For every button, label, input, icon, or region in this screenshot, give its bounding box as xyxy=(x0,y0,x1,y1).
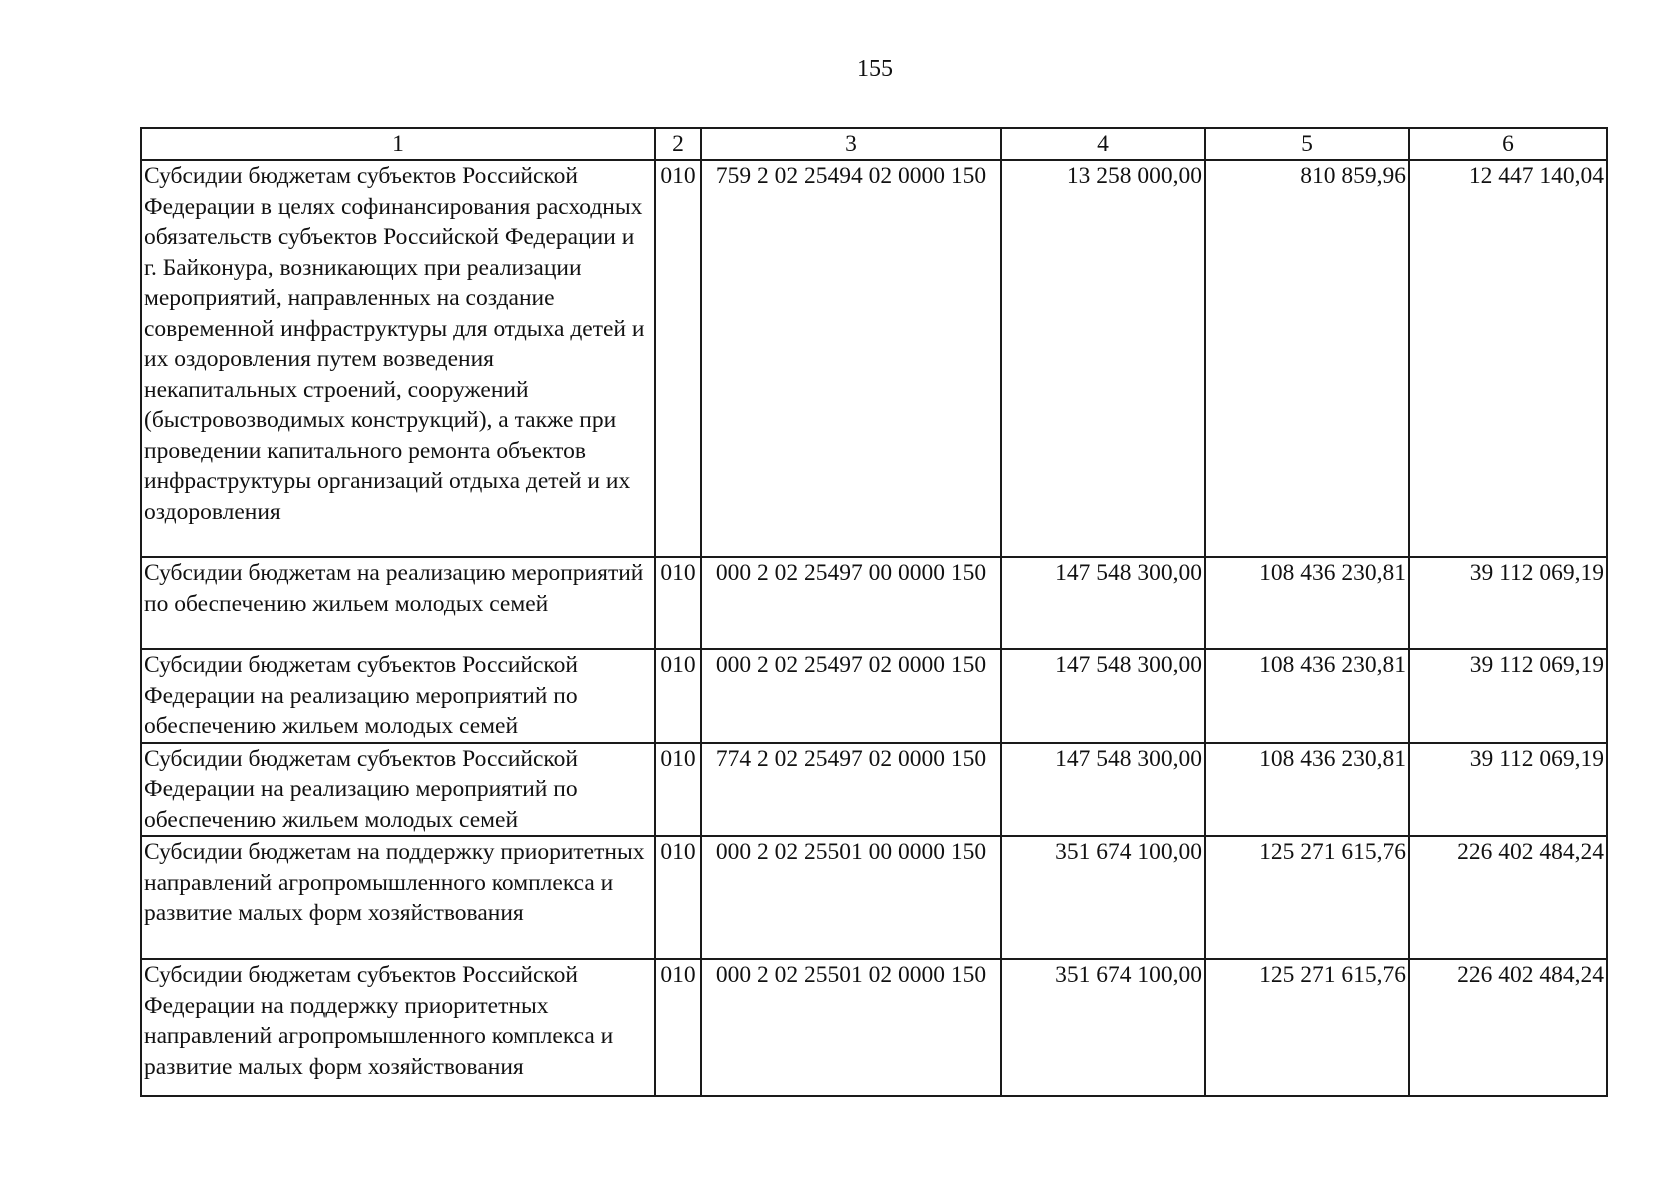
cell-name: Субсидии бюджетам на поддержку приоритетных направлений агропромышленного комплекса и развитие малых форм хозяйствования xyxy=(141,836,655,959)
header-col-5: 5 xyxy=(1205,128,1409,160)
budget-table xyxy=(140,127,1608,1097)
cell-kbk: 000 2 02 25497 00 0000 150 xyxy=(701,557,1001,649)
cell-name: Субсидии бюджетам субъектов Российской Федерации на поддержку приоритетных направлений агропромышленного комплекса и развитие малых форм хозяйствования xyxy=(141,959,655,1096)
table-header-row xyxy=(141,128,1607,160)
cell-approved: 351 674 100,00 xyxy=(1001,959,1205,1096)
cell-name: Субсидии бюджетам субъектов Российской Федерации в целях софинансирования расходных обязательств субъектов Российской Федерации и г. Байконура, возникающих при реализации мероприятий, направленных на создание современной инфраструктуры для отдыха детей и их оздоровления путем возведения некапитальных строений, сооружений (быстровозводимых конструкций), а также при проведении капитального ремонта объектов инфраструктуры организаций отдыха детей и их оздоровления xyxy=(141,160,655,557)
cell-approved: 13 258 000,00 xyxy=(1001,160,1205,557)
cell-code: 010 xyxy=(655,743,701,837)
cell-remaining: 12 447 140,04 xyxy=(1409,160,1607,557)
cell-code: 010 xyxy=(655,836,701,959)
cell-executed: 810 859,96 xyxy=(1205,160,1409,557)
page-number: 155 xyxy=(857,56,893,82)
header-col-3: 3 xyxy=(701,128,1001,160)
cell-approved: 147 548 300,00 xyxy=(1001,743,1205,837)
header-col-6: 6 xyxy=(1409,128,1607,160)
cell-approved: 351 674 100,00 xyxy=(1001,836,1205,959)
table-row xyxy=(141,743,1607,837)
table-row xyxy=(141,959,1607,1096)
table-row xyxy=(141,649,1607,743)
cell-remaining: 226 402 484,24 xyxy=(1409,959,1607,1096)
cell-kbk: 759 2 02 25494 02 0000 150 xyxy=(701,160,1001,557)
table-row xyxy=(141,557,1607,649)
cell-approved: 147 548 300,00 xyxy=(1001,649,1205,743)
cell-executed: 108 436 230,81 xyxy=(1205,557,1409,649)
cell-executed: 125 271 615,76 xyxy=(1205,836,1409,959)
cell-executed: 125 271 615,76 xyxy=(1205,959,1409,1096)
table-row xyxy=(141,836,1607,959)
cell-kbk: 000 2 02 25501 00 0000 150 xyxy=(701,836,1001,959)
cell-remaining: 39 112 069,19 xyxy=(1409,649,1607,743)
cell-remaining: 39 112 069,19 xyxy=(1409,557,1607,649)
cell-name: Субсидии бюджетам субъектов Российской Федерации на реализацию мероприятий по обеспечению жильем молодых семей xyxy=(141,743,655,837)
cell-code: 010 xyxy=(655,557,701,649)
header-col-1: 1 xyxy=(141,128,655,160)
cell-remaining: 226 402 484,24 xyxy=(1409,836,1607,959)
cell-executed: 108 436 230,81 xyxy=(1205,743,1409,837)
cell-approved: 147 548 300,00 xyxy=(1001,557,1205,649)
cell-code: 010 xyxy=(655,649,701,743)
header-col-2: 2 xyxy=(655,128,701,160)
cell-name: Субсидии бюджетам субъектов Российской Федерации на реализацию мероприятий по обеспечению жильем молодых семей xyxy=(141,649,655,743)
cell-kbk: 000 2 02 25501 02 0000 150 xyxy=(701,959,1001,1096)
cell-executed: 108 436 230,81 xyxy=(1205,649,1409,743)
cell-name: Субсидии бюджетам на реализацию мероприятий по обеспечению жильем молодых семей xyxy=(141,557,655,649)
cell-remaining: 39 112 069,19 xyxy=(1409,743,1607,837)
table-row xyxy=(141,160,1607,557)
cell-code: 010 xyxy=(655,959,701,1096)
cell-code: 010 xyxy=(655,160,701,557)
cell-kbk: 000 2 02 25497 02 0000 150 xyxy=(701,649,1001,743)
header-col-4: 4 xyxy=(1001,128,1205,160)
cell-kbk: 774 2 02 25497 02 0000 150 xyxy=(701,743,1001,837)
